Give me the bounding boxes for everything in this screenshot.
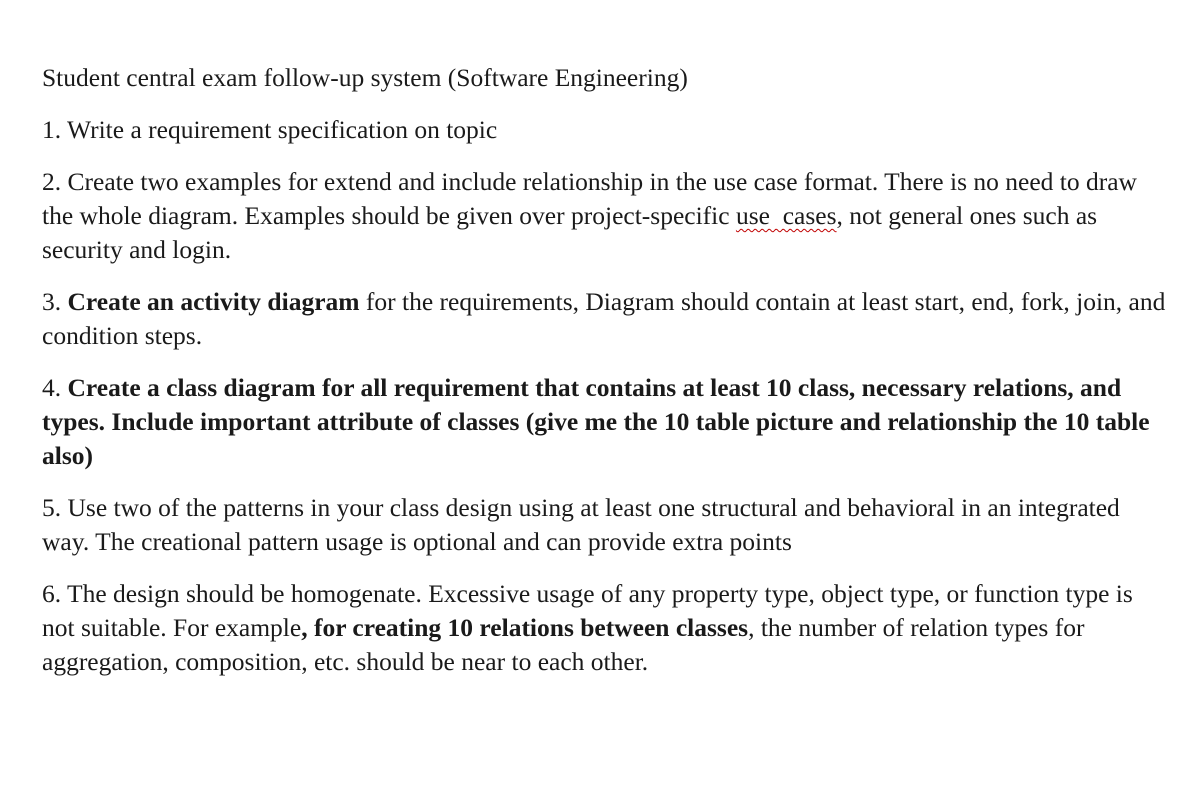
requirement-item-2 (42, 165, 1167, 267)
requirement-item-3 (42, 285, 1167, 353)
requirement-item-5: 5. Use two of the patterns in your class design using at least one structural and behavioral in an integrated way. The creational pattern usage is optional and can provide extra points (42, 493, 1120, 556)
requirement-item-1: 1. Write a requirement specification on topic (42, 115, 498, 144)
requirement-item-6 (42, 577, 1167, 679)
document-title: Student central exam follow-up system (Software Engineering) (42, 63, 688, 92)
item-3-prefix: 3. (42, 287, 68, 316)
item-4-bold-text: Create a class diagram for all requirement that contains at least 10 class, necessary relations, and types. Include important attribute of classes (give me the 10 table picture and relationship the 10 table also) (42, 373, 1150, 470)
item-6-text-start: 6. The design should be homogenate. Excessive usage of any property type, object type, or function type is not suitable. For example (42, 579, 1133, 642)
item-3-text: for the requirements, Diagram should contain at least start, end, fork, join, and condition steps. (42, 287, 1166, 350)
item-6-bold-text: , for creating 10 relations between classes (301, 613, 749, 642)
item-2-text-end: , not general ones such as security and login. (42, 201, 1098, 264)
item-6-text-end: , the number of relation types for aggregation, composition, etc. should be near to each other. (42, 613, 1085, 676)
requirement-item-4 (42, 371, 1167, 473)
item-2-text-start: 2. Create two examples for extend and include relationship in the use case format. There is no need to draw the whole diagram. Examples should be given over project-specific (42, 167, 1137, 230)
item-3-bold-text: Create an activity diagram (67, 287, 360, 316)
spellcheck-flagged-word: use cases (735, 201, 837, 230)
item-4-prefix: 4. (42, 373, 68, 402)
